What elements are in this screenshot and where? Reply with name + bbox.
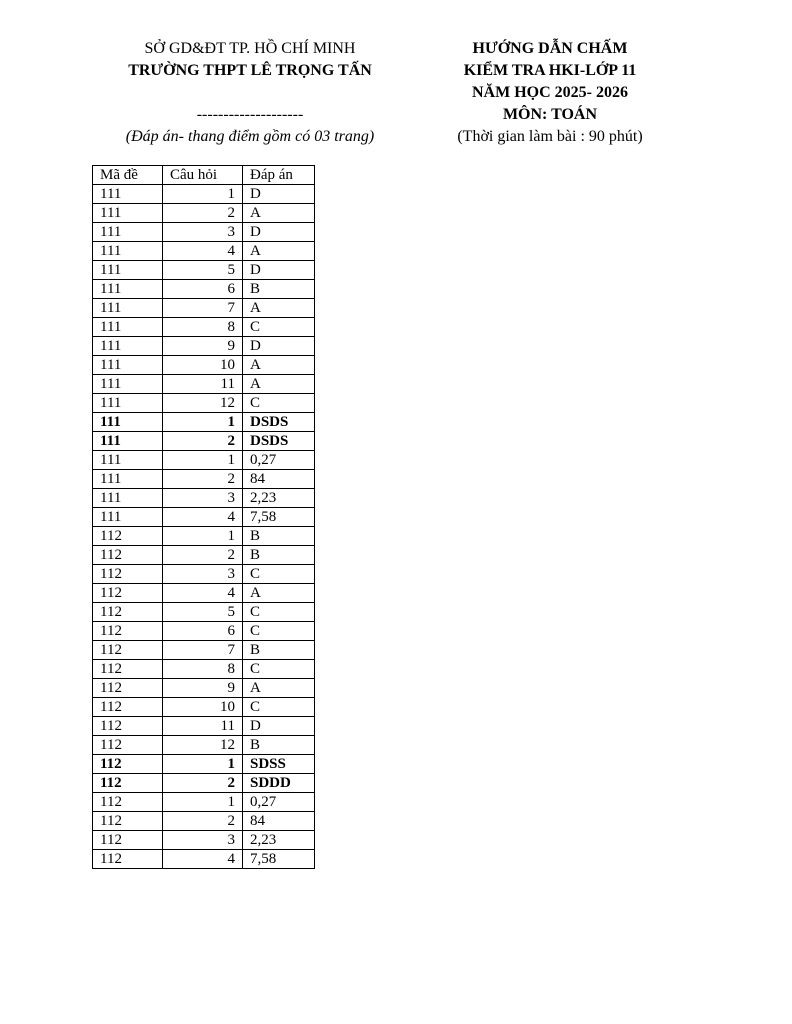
cell-code: 112 (93, 527, 163, 546)
answer-table-body (93, 185, 315, 869)
cell-q: 1 (163, 185, 243, 204)
cell-ans: C (243, 622, 315, 641)
table-row (93, 318, 315, 337)
table-header-row (93, 166, 315, 185)
cell-code: 112 (93, 850, 163, 869)
cell-code: 111 (93, 280, 163, 299)
cell-q: 12 (163, 736, 243, 755)
cell-q: 2 (163, 546, 243, 565)
table-row (93, 850, 315, 869)
cell-code: 111 (93, 223, 163, 242)
table-row (93, 261, 315, 280)
table-row (93, 375, 315, 394)
cell-code: 112 (93, 698, 163, 717)
cell-ans: C (243, 394, 315, 413)
cell-code: 111 (93, 508, 163, 527)
table-row (93, 413, 315, 432)
cell-q: 2 (163, 470, 243, 489)
cell-q: 1 (163, 755, 243, 774)
cell-ans: DSDS (243, 413, 315, 432)
table-row (93, 698, 315, 717)
department-title: SỞ GD&ĐT TP. HỒ CHÍ MINH (144, 40, 356, 57)
cell-code: 112 (93, 736, 163, 755)
cell-code: 112 (93, 793, 163, 812)
table-row (93, 717, 315, 736)
cell-q: 9 (163, 679, 243, 698)
cell-ans: C (243, 565, 315, 584)
cell-ans: A (243, 204, 315, 223)
cell-ans: A (243, 242, 315, 261)
cell-code: 111 (93, 337, 163, 356)
cell-q: 3 (163, 831, 243, 850)
cell-q: 5 (163, 603, 243, 622)
cell-q: 6 (163, 280, 243, 299)
table-row (93, 641, 315, 660)
cell-q: 7 (163, 641, 243, 660)
cell-code: 111 (93, 185, 163, 204)
table-row (93, 755, 315, 774)
table-row (93, 603, 315, 622)
cell-code: 112 (93, 679, 163, 698)
cell-ans: B (243, 527, 315, 546)
cell-code: 111 (93, 261, 163, 280)
cell-ans: 84 (243, 812, 315, 831)
table-row (93, 489, 315, 508)
subject-title: MÔN: TOÁN (502, 106, 598, 123)
table-row (93, 242, 315, 261)
table-row (93, 470, 315, 489)
cell-q: 2 (163, 812, 243, 831)
table-row (93, 793, 315, 812)
answer-pages-note: (Đáp án- thang điểm gồm có 03 trang) (125, 128, 375, 145)
table-row (93, 527, 315, 546)
cell-code: 111 (93, 356, 163, 375)
table-row (93, 337, 315, 356)
cell-code: 111 (93, 451, 163, 470)
cell-ans: D (243, 717, 315, 736)
cell-q: 4 (163, 242, 243, 261)
cell-code: 112 (93, 755, 163, 774)
table-row (93, 679, 315, 698)
cell-ans: 84 (243, 470, 315, 489)
table-row (93, 394, 315, 413)
table-row (93, 660, 315, 679)
school-title: TRƯỜNG THPT LÊ TRỌNG TẤN (128, 62, 372, 79)
cell-q: 1 (163, 451, 243, 470)
cell-ans: 2,23 (243, 489, 315, 508)
table-row (93, 223, 315, 242)
cell-q: 4 (163, 584, 243, 603)
answer-key-table (92, 165, 315, 869)
table-row (93, 774, 315, 793)
cell-q: 12 (163, 394, 243, 413)
table-row (93, 204, 315, 223)
cell-code: 112 (93, 565, 163, 584)
cell-q: 3 (163, 489, 243, 508)
exam-title: KIỂM TRA HKI-LỚP 11 (463, 62, 637, 79)
cell-ans: C (243, 318, 315, 337)
cell-code: 111 (93, 375, 163, 394)
cell-ans: SDDD (243, 774, 315, 793)
cell-q: 9 (163, 337, 243, 356)
cell-code: 111 (93, 413, 163, 432)
table-row (93, 812, 315, 831)
cell-code: 112 (93, 641, 163, 660)
cell-q: 2 (163, 204, 243, 223)
cell-q: 1 (163, 527, 243, 546)
cell-ans: D (243, 223, 315, 242)
cell-code: 112 (93, 603, 163, 622)
cell-ans: D (243, 337, 315, 356)
table-row (93, 356, 315, 375)
cell-q: 3 (163, 565, 243, 584)
cell-ans: 0,27 (243, 451, 315, 470)
cell-code: 111 (93, 394, 163, 413)
cell-ans: 7,58 (243, 508, 315, 527)
cell-ans: SDSS (243, 755, 315, 774)
cell-ans: A (243, 375, 315, 394)
cell-ans: B (243, 736, 315, 755)
cell-code: 112 (93, 622, 163, 641)
cell-q: 1 (163, 793, 243, 812)
cell-ans: B (243, 280, 315, 299)
table-row (93, 831, 315, 850)
table-row (93, 299, 315, 318)
cell-q: 5 (163, 261, 243, 280)
cell-code: 112 (93, 660, 163, 679)
table-row (93, 280, 315, 299)
cell-q: 2 (163, 774, 243, 793)
cell-ans: A (243, 356, 315, 375)
cell-q: 7 (163, 299, 243, 318)
cell-q: 11 (163, 717, 243, 736)
cell-ans: C (243, 603, 315, 622)
cell-code: 111 (93, 432, 163, 451)
cell-ans: A (243, 584, 315, 603)
cell-ans: 2,23 (243, 831, 315, 850)
cell-code: 112 (93, 812, 163, 831)
school-year: NĂM HỌC 2025- 2026 (472, 84, 628, 101)
table-row (93, 584, 315, 603)
table-row (93, 546, 315, 565)
cell-ans: B (243, 546, 315, 565)
header-divider: -------------------- (196, 106, 304, 123)
header-left-spacer (70, 82, 430, 104)
cell-code: 111 (93, 489, 163, 508)
cell-code: 111 (93, 299, 163, 318)
column-header-question: Câu hỏi (163, 166, 243, 185)
table-row (93, 736, 315, 755)
cell-ans: A (243, 679, 315, 698)
cell-ans: C (243, 698, 315, 717)
cell-q: 11 (163, 375, 243, 394)
cell-ans: A (243, 299, 315, 318)
cell-code: 111 (93, 318, 163, 337)
cell-code: 111 (93, 242, 163, 261)
cell-code: 112 (93, 774, 163, 793)
cell-ans: B (243, 641, 315, 660)
table-row (93, 565, 315, 584)
cell-code: 111 (93, 204, 163, 223)
cell-q: 10 (163, 356, 243, 375)
table-row (93, 432, 315, 451)
cell-code: 112 (93, 584, 163, 603)
cell-ans: 7,58 (243, 850, 315, 869)
table-row (93, 508, 315, 527)
table-row (93, 185, 315, 204)
header-left-block (70, 38, 430, 148)
duration-note: (Thời gian làm bài : 90 phút) (457, 128, 643, 145)
cell-q: 8 (163, 660, 243, 679)
cell-code: 111 (93, 470, 163, 489)
cell-q: 1 (163, 413, 243, 432)
table-row (93, 622, 315, 641)
cell-ans: D (243, 261, 315, 280)
cell-code: 112 (93, 717, 163, 736)
cell-q: 3 (163, 223, 243, 242)
cell-q: 4 (163, 850, 243, 869)
grading-guide-title: HƯỚNG DẪN CHẤM (472, 40, 628, 57)
cell-code: 112 (93, 831, 163, 850)
cell-code: 112 (93, 546, 163, 565)
column-header-answer: Đáp án (243, 166, 315, 185)
cell-q: 6 (163, 622, 243, 641)
cell-ans: 0,27 (243, 793, 315, 812)
cell-q: 2 (163, 432, 243, 451)
header-right-block (420, 38, 680, 148)
cell-q: 8 (163, 318, 243, 337)
cell-ans: DSDS (243, 432, 315, 451)
cell-q: 10 (163, 698, 243, 717)
cell-ans: C (243, 660, 315, 679)
column-header-exam-code: Mã đề (93, 166, 163, 185)
cell-ans: D (243, 185, 315, 204)
cell-q: 4 (163, 508, 243, 527)
table-row (93, 451, 315, 470)
